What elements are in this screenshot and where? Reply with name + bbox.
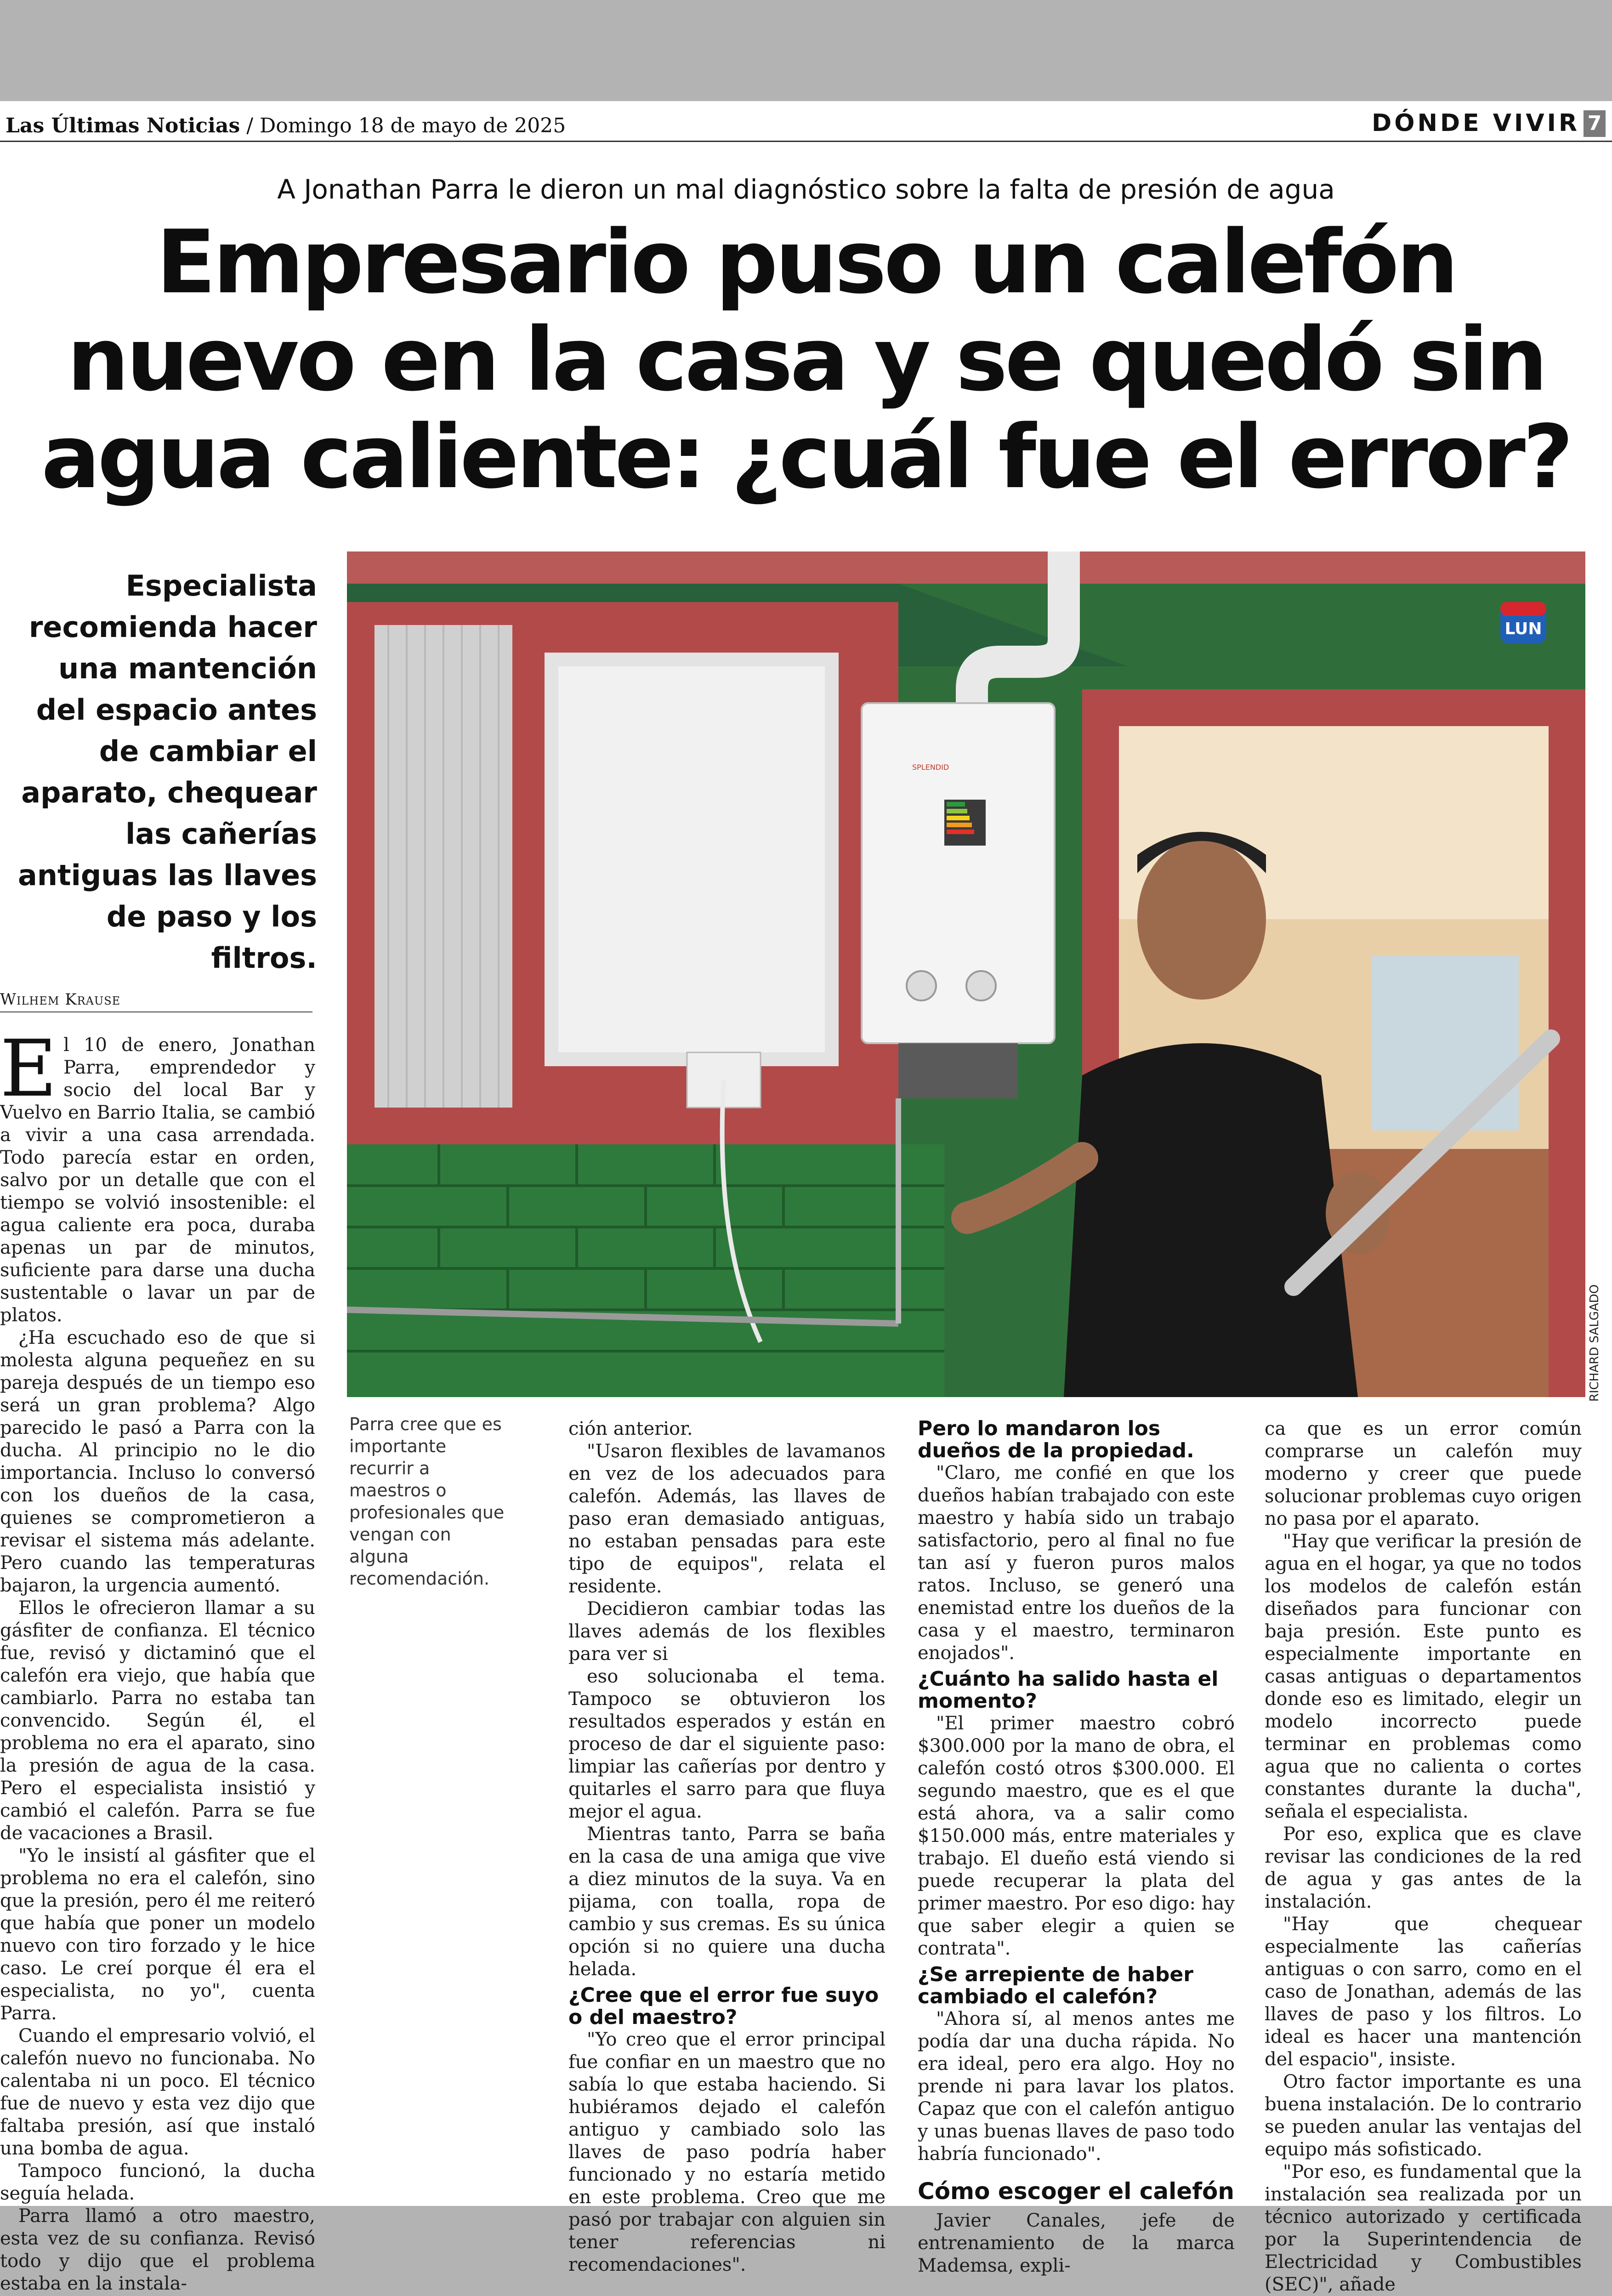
col4-paragraph-1: ca que es un error común comprarse un calefón muy moderno y creer que puede solucionar problemas cuyo origen no pasa por el aparato. [1265, 1418, 1582, 1529]
col3-paragraph-4: Javier Canales, jefe de entrenamiento de la marca Mademsa, expli- [918, 2210, 1235, 2276]
col1-paragraph-6: Tampoco funcionó, la ducha seguía helada. [0, 2160, 315, 2204]
col2-paragraph-5: Mientras tanto, Parra se baña en la casa de una amiga que vive a diez minutos de la suya. Va en pijama, con toalla, ropa de cambio y sus cremas. Es su única opción si no quiere una ducha helada. [568, 1824, 885, 1980]
col4-paragraph-5: Otro factor importante es una buena instalación. De lo contrario se pueden anular las ventajas del equipo más sofisticado. [1265, 2071, 1582, 2160]
photo-credit: RICHARD SALGADO [1588, 1284, 1601, 1402]
col3-paragraph-3: "Ahora sí, al menos antes me podía dar una ducha rápida. No era ideal, pero era algo. Hoy no prende ni para lavar los platos. Capaz que con el calefón antiguo y unas buenas llaves de paso todo habría funcionado". [918, 2008, 1235, 2165]
column-2 [568, 1418, 885, 2276]
col4-paragraph-3: Por eso, explica que es clave revisar las condiciones de la red de agua y gas antes de la instalación. [1265, 1824, 1582, 1912]
column-3 [918, 1418, 1235, 2277]
col4-paragraph-6: "Por eso, es fundamental que la instalación sea realizada por un técnico autorizado y certificada por la Superintendencia de Electricidad y Combustibles (SEC)", añade [1265, 2161, 1582, 2295]
col2-paragraph-6: "Yo creo que el error principal fue confiar en un maestro que no sabía lo que estaba haciendo. Si hubiéramos dejado el calefón antiguo y cambiado solo las llaves de paso podría haber funcionado y no estaría metido en este problema. Creo que me pasó por trabajar con alguien sin tener referencias ni recomendaciones". [568, 2029, 885, 2275]
col1-paragraph-5: Cuando el empresario volvió, el calefón nuevo no funcionaba. No calentaba ni un poco. El técnico fue de nuevo y esta vez dijo que faltaba presión, así que instaló una bomba de agua. [0, 2025, 315, 2159]
heater-brand: SPLENDID [912, 763, 949, 772]
col1-paragraph-1: l 10 de enero, Jonathan Parra, emprendedor y socio del local Bar y Vuelvo en Barrio Italia, se cambió a vivir a una casa arrendada. Todo parecía estar en orden, salvo por un detalle que con el tiempo se volvió insostenible: el agua caliente era poca, duraba apenas un par de minutos, suficiente para darse una ducha sustentable o lavar un par de platos. [0, 1034, 315, 1326]
col3-paragraph-2: "El primer maestro cobró $300.000 por la mano de obra, el calefón costó otros $300.000. El segundo maestro, que es el que está ahora, va a salir como $150.000 más, entre materiales y trabajo. El dueño está viendo si puede recuperar la plata del primer maestro. Por eso digo: hay que saber elegir a quien se contrata". [918, 1713, 1235, 1959]
col4-paragraph-4: "Hay que chequear especialmente las cañerías antiguas o con sarro, como en el caso de Jonathan, además de las llaves de paso y los filtros. Lo ideal es hacer una mantención del espacio", insiste. [1265, 1914, 1582, 2070]
article-photo [347, 551, 1585, 1397]
headline: Empresario puso un calefón nuevo en la casa y se quedó sin agua caliente: ¿cuál fue el error? [41, 211, 1571, 508]
col1-paragraph-4: "Yo le insistí al gásfiter que el problema no era el calefón, sino que la presión, pero él me reiteró que había que poner un modelo nuevo con tiro forzado y le hice caso. Le creí porque él era el especialista, no yo", cuenta Parra. [0, 1845, 315, 2024]
col1-paragraph-3: Ellos le ofrecieron llamar a su gásfiter de confianza. El técnico fue, revisó y dictaminó que el calefón era viejo, que había que cambiarlo. Parra no estaba tan convencido. Según él, el problema no era el aparato, sino la presión de agua de la casa. Pero el especialista insistió y cambió el calefón. Parra se fue de vacaciones a Brasil. [0, 1597, 315, 1844]
col2-question-1: ¿Cree que el error fue suyo o del maestro? [568, 1983, 879, 2029]
col4-paragraph-2: "Hay que verificar la presión de agua en el hogar, ya que no todos los modelos de calefón están diseñados para funcionar con baja presión. Este punto es especialmente importante en casas antiguas o departamentos donde eso es limitado, elegir un modelo incorrecto puede terminar en problemas como agua que no calienta o cortes constantes durante la ducha", señala el especialista. [1265, 1531, 1582, 1822]
col3-question-1: Pero lo mandaron los dueños de la propiedad. [918, 1417, 1194, 1462]
photo-illustration [347, 551, 1585, 1397]
masthead-line [6, 114, 566, 137]
column-1 [0, 1023, 315, 2295]
byline: Wilhem Krause [0, 990, 312, 1012]
col3-subhead: Cómo escoger el calefón [918, 2178, 1234, 2205]
col1-paragraph-7: Parra llamó a otro maestro, esta vez de su confianza. Revisó todo y dijo que el problema estaba en la instala- [0, 2205, 315, 2294]
column-4 [1265, 1418, 1582, 2296]
paper-name: Las Últimas Noticias [6, 114, 240, 137]
section-name: DÓNDE VIVIR [1372, 109, 1580, 137]
col2-paragraph-2: "Usaron flexibles de lavamanos en vez de los adecuados para calefón. Además, las llaves de paso eran demasiado antiguas, no estaban pensadas para este tipo de equipos", relata el residente. [568, 1441, 885, 1597]
col3-paragraph-1: "Claro, me confié en que los dueños habían trabajado con este maestro y había sido un trabajo satisfactorio, pero al final no fue tan así y fueron puros malos ratos. Incluso, se generó una enemistad entre los dueños de la casa y el maestro, terminaron enojados". [918, 1462, 1235, 1664]
col3-question-3: ¿Se arrepiente de haber cambiado el calefón? [918, 1963, 1193, 2008]
kicker: A Jonathan Parra le dieron un mal diagnóstico sobre la falta de presión de agua [277, 174, 1335, 205]
issue-date: / Domingo 18 de mayo de 2025 [246, 114, 566, 137]
col2-paragraph-1: ción anterior. [568, 1418, 693, 1439]
lun-logo: LUN [1504, 619, 1542, 638]
photo-caption: Parra cree que es importante recurrir a maestros o profesionales que vengan con alguna recomendación. [349, 1414, 505, 1589]
col1-paragraph-2: ¿Ha escuchado eso de que si molesta alguna pequeñez en su pareja después de un tiempo eso será un gran problema? Algo parecido le pasó a Parra con la ducha. Al principio no le dio importancia. Incluso lo conversó con los dueños de la casa, quienes se comprometieron a revisar el sistema más adelante. Pero cuando las temperaturas bajaron, la urgencia aumentó. [0, 1327, 315, 1596]
header-rule [0, 141, 1612, 142]
col2-paragraph-4: eso solucionaba el tema. Tampoco se obtuvieron los resultados esperados y están en proceso de dar el siguiente paso: limpiar las cañerías por dentro y quitarles el sarro para que fluya mejor el agua. [568, 1666, 885, 1822]
drop-cap: E [0, 1023, 57, 1114]
page-header [0, 106, 1612, 165]
col3-question-2: ¿Cuánto ha salido hasta el momento? [918, 1667, 1219, 1713]
deck: Especialista recomienda hacer una mantención del espacio antes de cambiar el aparato, chequear las cañerías antiguas las llaves de paso y los filtros. [18, 569, 317, 975]
page-number: 7 [1584, 110, 1606, 137]
col2-paragraph-3: Decidieron cambiar todas las llaves además de los flexibles para ver si [568, 1598, 885, 1665]
